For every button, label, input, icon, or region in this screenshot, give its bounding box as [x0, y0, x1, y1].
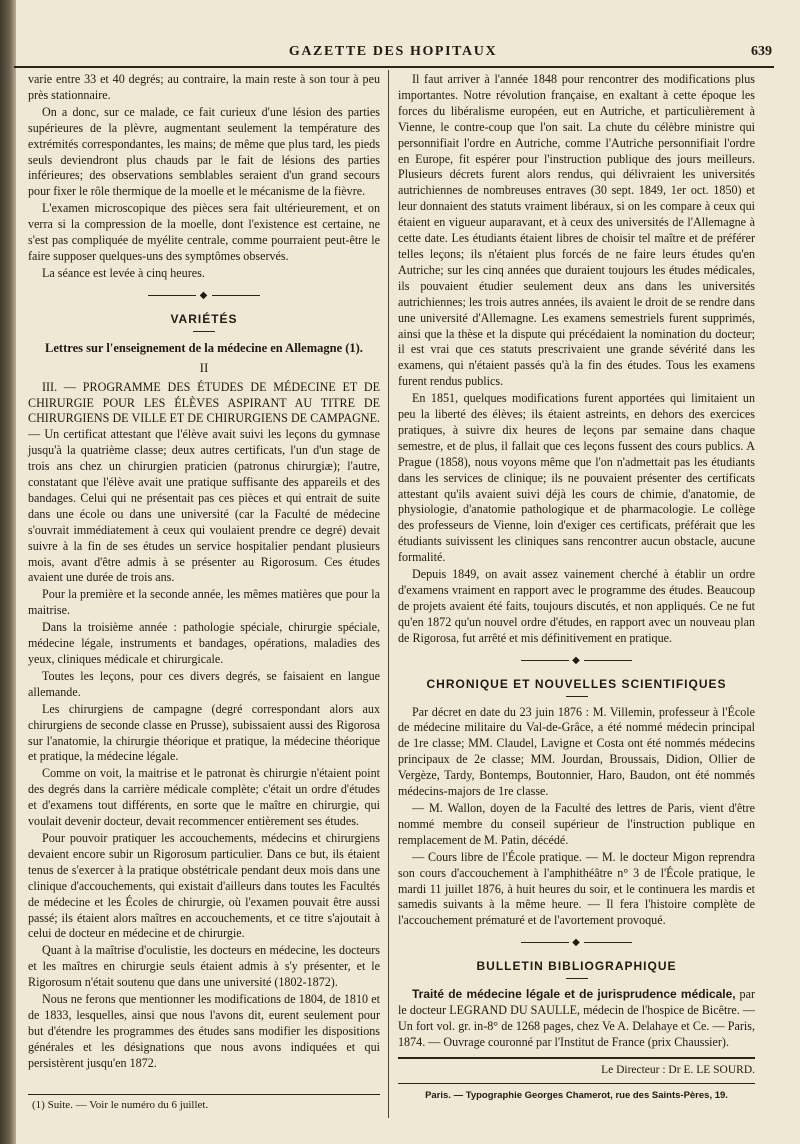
section-ornament: ◆ — [28, 290, 380, 302]
paragraph: Dans la troisième année : pathologie spéciale, chirurgie spéciale, médecine légale, instruments et bandages, opérations, maladies des yeux, cliniques médicale et chirurgicale. — [28, 620, 380, 666]
paragraph: Par décret en date du 23 juin 1876 : M. Villemin, professeur à l'École de médecine militaire du Val-de-Grâce, a été nommé médecin principal de 1re classe; MM. Claudel, Lavigne et Costa ont été nommés médecins principaux de 2e classe; MM. Jourdan, Broussais, Didion, Ollier de Vergèze, Tardy, Bontemps, Boutonnier, Haro, Baudon, ont été nommés médecins-majors de 1re classe. — [398, 704, 755, 799]
paragraph: Pour pouvoir pratiquer les accouchements, médecins et chirurgiens devaient encore subir un Rigorosum particulier. Dans ce but, ils étaient tenus de s'exercer à la pratique obstétricale pendant deux mois dans une clinique d'accouchements, qui existait d'ailleurs dans toutes les Facultés de médecine et les Écoles de chirurgie, où l'examen pouvait être aussi passé; ils étaient alors maîtres en accouchements, et ce titre s'ajoutait à celui de docteur en médecine et de chirurgie. — [28, 830, 380, 941]
section-ornament: ◆ — [398, 655, 755, 667]
column-divider — [388, 70, 389, 1118]
page-binding-edge — [0, 0, 16, 1144]
title-rule — [193, 331, 215, 332]
left-column — [28, 72, 380, 1073]
book-details: par le docteur LEGRAND DU SAULLE, médecin de l'hospice de Bicêtre. — Un fort vol. gr. in-8° de 1268 pages, chez Ve A. Delahaye et Ce. — Paris, 1874. — Ouvrage couronné par l'Institut de France (prix Chaussier). — [398, 987, 755, 1049]
running-title: GAZETTE DES HOPITAUX — [288, 44, 498, 59]
paragraph: varie entre 33 et 40 degrés; au contraire, la main reste à son tour à peu près stationnaire. — [28, 72, 380, 102]
paragraph: — M. Wallon, doyen de la Faculté des lettres de Paris, vient d'être nommé membre du conseil supérieur de l'instruction publique en remplacement de M. Patin, décédé. — [398, 800, 755, 847]
article-title: Lettres sur l'enseignement de la médecine en Allemagne (1). — [45, 340, 363, 355]
title-rule — [566, 978, 588, 979]
paragraph: Il faut arriver à l'année 1848 pour rencontrer des modifications plus importantes. Notre révolution française, en exaltant à cette époque les forces du libéralisme européen, eut en Autriche, et particulièrement à Vienne, le contre-coup que l'on sait. La chute du célèbre ministre qui personnifiait l'ordre en Autriche, comme l'Autriche personnifiait l'ordre en Europe, fit espérer pour l'instruction publique des jours meilleurs. Plusieurs décrets furent alors rendus, qui délivraient les universités autrichiennes de nombreuses entraves (30 sept. 1849, 1er oct. 1850) et leur donnaient des statuts vraiment libéraux, si on les compare à ceux qui étaient en vigueur auparavant, et à ceux des universités de l'Allemagne à cette date. Les étudiants étaient libres de choisir tel maître et de préférer telles leçons; ils n'étaient plus forcés de ne faire leurs études qu'en Autriche; sur les cinq années que duraient toujours les études médicales, ils pouvaient étudier seulement deux ans dans les universités autrichiennes; les trois autres années, ils avaient le droit de se rendre dans une université d'Allemagne. Les examens semestriels furent supprimés, ainsi que la thèse et la dispute qui précédaient la nomination du docteur; il est vrai que ces statuts prescrivaient une grande sévérité dans les examens, qui n'étaient passés qu'à la fin des études. Tous les examens furent rendus publics. — [398, 72, 755, 389]
article-part-number: II — [199, 359, 209, 375]
printer-imprint: Paris. — Typographie Georges Chamerot, rue des Saints-Pères, 19. — [425, 1089, 728, 1101]
paragraph: — Cours libre de l'École pratique. — M. le docteur Migon reprendra son cours d'accouchement à l'amphithéâtre n° 3 de l'École pratique, le mardi 11 juillet 1876, à huit heures du soir, et le continuera les mardis et samedis suivants à la même heure. — Il fera l'histoire complète de l'accouchement prématuré et de l'avortement provoqué. — [398, 849, 755, 928]
closing-rule — [398, 1057, 755, 1059]
paragraph: Les chirurgiens de campagne (degré correspondant alors aux chirurgiens de seconde classe en Prusse), subissaient aussi des Rigorosa sur l'anatomie, la chirurgie théorique et pratique, la médecine théorique et pratique, la médecine légale. — [28, 701, 380, 764]
paragraph: Comme on voit, la maitrise et le patronat ès chirurgie n'étaient point des degrés dans la carrière médicale complète; c'était un ordre d'études et d'examens tout différents, en sorte que le maître en chirurgie, qui voulait devenir docteur, devait recommencer entièrement ses études. — [28, 766, 380, 829]
paragraph: Quant à la maîtrise d'oculistie, les docteurs en médecine, les docteurs et les maîtres en chirurgie seuls étaient admis à s'y présenter, et le Rigorosum n'était soutenu que dans une université (1802-1872). — [28, 943, 380, 990]
paragraph: En 1851, quelques modifications furent apportées qui limitaient un peu la liberté des élèves; ils étaient astreints, en dehors des exercices pratiques, à suivre dix heures de leçons par semaine dans chaque semestre, et de plus, il fallait que ces leçons fussent des cours publics. A Prague (1858), nous voyons même que l'on n'admettait pas les étudiants dans les services de clinique; ils ne pouvaient présenter des certificats attestant qu'ils avaient suivi déjà les cours de chimie, d'anatomie, de physiologie, d'anatomie pathologique et de pharmacologie. Le collège des professeurs de Vienne, loin d'exiger ces certificats, préférait que les étudiants suivissent les cliniques sans rencontrer aucun obstacle, aucune formalité. — [398, 391, 755, 565]
paragraph: Pour la première et la seconde année, les mêmes matières que pour la maitrise. — [28, 587, 380, 618]
footnote: (1) Suite. — Voir le numéro du 6 juillet. — [32, 1099, 209, 1111]
header-rule — [14, 66, 774, 68]
paragraph: On a donc, sur ce malade, ce fait curieux d'une lésion des parties supérieures de la plèvre, augmentant seulement la température des extrémités correspondantes, les mains; de même que plus tard, les pieds seuls deviendront plus chauds par le fait de lésions des parties inférieures; des observations semblables seraient d'un grand secours pour fixer le rôle thermique de la moelle et le mécanisme de la fièvre. — [28, 104, 380, 199]
footnote-rule — [28, 1094, 380, 1095]
paragraph: III. — PROGRAMME DES ÉTUDES DE MÉDECINE ET DE CHIRURGIE POUR LES ÉLÈVES ASPIRANT AU TITRE DE CHIRURGIENS DE VILLE ET DE CHIRURGIENS DE CAMPAGNE. — Un certificat attestant que l'élève avait suivi les leçons du gymnase jusqu'à la quatrième classe; deux autres certificats, l'un d'un stage de trois ans chez un chirurgien praticien (patronus chirurgiæ); l'autre, constatant que l'élève avait une pratique suffisante des appareils et des bandages. Celui qui ne présentait pas ces pièces et qui entrait de suite dans une école ou dans une université (car la Faculté de médecine s'ouvrait immédiatement à ceux qui voulaient prendre ce degré) devait suivre à la fin de ses études un service hospitalier pendant plusieurs mois, avant d'être admis à se présenter au Rigorosum. Ces études avaient une durée de trois ans. — [28, 379, 380, 585]
title-rule — [566, 696, 588, 697]
section-title-varietes: VARIÉTÉS — [170, 311, 238, 326]
bibliography-entry — [398, 987, 755, 1051]
paragraph: L'examen microscopique des pièces sera fait ultérieurement, et on verra si la compression de la moelle, dont l'existence est certaine, ne s'est pas compliquée de myélite centrale, comme pourraient peut-être le faire supposer quelques-uns des symptômes observés. — [28, 201, 380, 263]
book-title: Traité de médecine légale et de jurisprudence médicale, — [412, 987, 736, 1002]
section-ornament: ◆ — [398, 937, 755, 949]
paragraph: La séance est levée à cinq heures. — [42, 265, 205, 280]
paragraph: Toutes les leçons, pour ces divers degrés, se faisaient en langue allemande. — [28, 668, 380, 699]
closing-rule — [398, 1083, 755, 1084]
page-number: 639 — [751, 44, 772, 59]
paragraph: Depuis 1849, on avait assez vainement cherché à établir un ordre d'examens vraiment en rapport avec le programme des études. Beaucoup de projets avaient été faits, toujours discutés, et non appliqués. Ce ne fut qu'en 1872 qu'un nouvel ordre d'études, en rapport avec un nouveau plan de Rigorosa, fut arrêté et mis définitivement en pratique. — [398, 567, 755, 645]
section-title-chronique: CHRONIQUE ET NOUVELLES SCIENTIFIQUES — [426, 676, 727, 691]
right-column — [398, 72, 755, 1104]
paragraph: Nous ne ferons que mentionner les modifications de 1804, de 1810 et de 1833, lesquelles, ainsi que nous l'avons dit, eurent seulement pour but d'étendre les programmes des études sans modifier les dispositions générales et les désignations que nous avons indiquées et qui persistèrent jusqu'en 1872. — [28, 992, 380, 1070]
section-title-bulletin: BULLETIN BIBLIOGRAPHIQUE — [476, 959, 677, 974]
director-signature: Le Directeur : Dr E. LE SOURD. — [601, 1063, 755, 1076]
page-header — [14, 40, 772, 66]
